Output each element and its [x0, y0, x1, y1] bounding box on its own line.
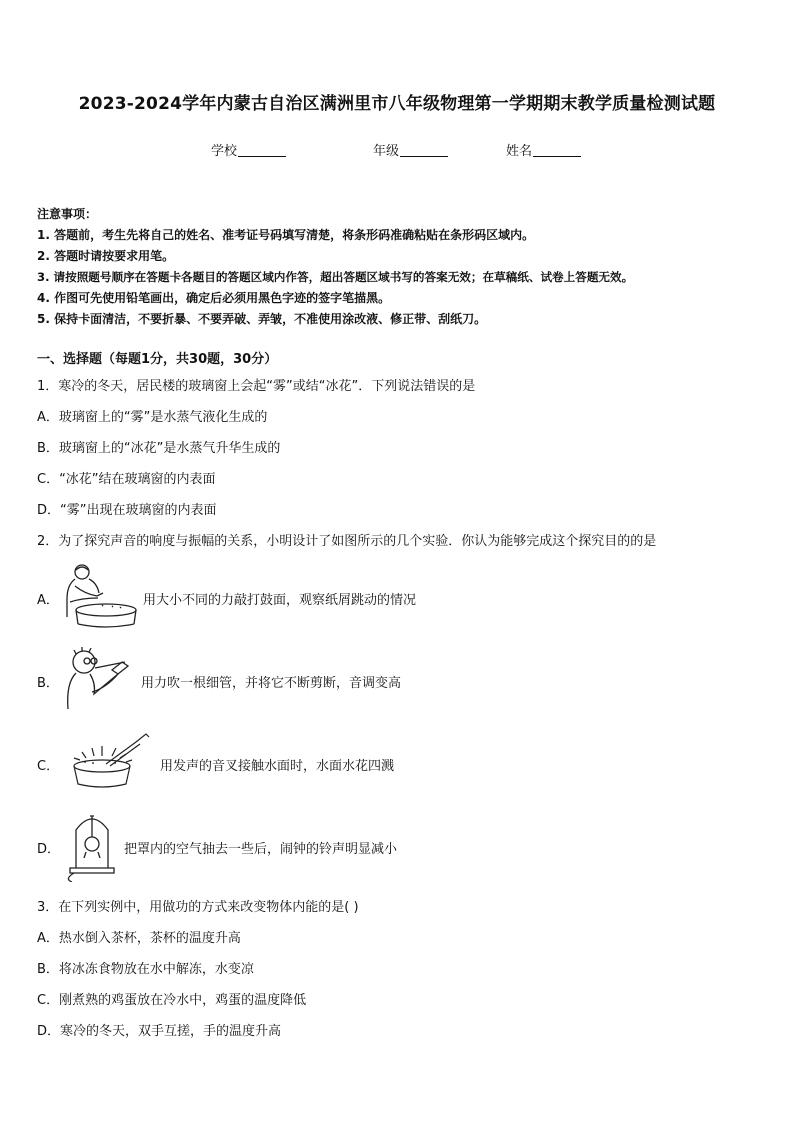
q3-option-d: D．寒冷的冬天，双手互搓，手的温度升高	[37, 1024, 282, 1039]
notes-block	[37, 204, 633, 330]
q2-stem: 2．为了探究声音的响度与振幅的关系，小明设计了如图所示的几个实验．你认为能够完成这个探究目的的是	[37, 534, 657, 549]
q2-option-b-text: 用力吹一根细管，并将它不断剪断，音调变高	[141, 676, 402, 691]
school-field	[211, 140, 286, 159]
page-title: 2023-2024学年内蒙古自治区满洲里市八年级物理第一学期期末教学质量检测试题	[78, 94, 716, 114]
q1-option-d: D．“雾”出现在玻璃窗的内表面	[37, 503, 217, 518]
q2-option-d-letter: D．	[37, 842, 61, 857]
q2-option-c-text: 用发声的音叉接触水面时，水面水花四溅	[160, 759, 395, 774]
q3-option-a: A．热水倒入茶杯，茶杯的温度升高	[37, 931, 241, 946]
note-item: 5. 保持卡面清洁，不要折暴、不要弄破、弄皱，不准使用涂改液、修正带、刮纸刀。	[37, 312, 487, 326]
tuning-fork-water-icon	[66, 732, 158, 790]
q1-option-a: A．玻璃窗上的“雾”是水蒸气液化生成的	[37, 410, 268, 425]
note-item: 2. 答题时请按要求用笔。	[37, 249, 175, 263]
section-heading: 一、选择题（每题1分，共30题，30分）	[37, 352, 278, 367]
q3-option-b: B．将冰冻食物放在水中解冻，水变凉	[37, 962, 254, 977]
drum-figure-icon	[62, 562, 140, 628]
straw-blowing-figure-icon	[62, 644, 138, 712]
q3-stem: 3．在下列实例中，用做功的方式来改变物体内能的是( )	[37, 900, 359, 915]
school-label: 学校	[211, 144, 238, 159]
name-field	[506, 140, 581, 159]
grade-field	[373, 140, 448, 159]
name-label: 姓名	[506, 144, 533, 159]
note-item: 3. 请按照题号顺序在答题卡各题目的答题区域内作答，超出答题区域书写的答案无效；在草稿纸、试卷上答题无效。	[37, 270, 634, 284]
notes-heading: 注意事项：	[37, 207, 98, 221]
q3-option-c: C．刚煮熟的鸡蛋放在冷水中，鸡蛋的温度降低	[37, 993, 307, 1008]
q2-option-a-text: 用大小不同的力敲打鼓面，观察纸屑跳动的情况	[143, 593, 417, 608]
q2-option-b-letter: B．	[37, 676, 59, 691]
q1-stem: 1．寒冷的冬天，居民楼的玻璃窗上会起“雾”或结“冰花”．下列说法错误的是	[37, 379, 476, 394]
grade-blank	[400, 143, 448, 157]
school-blank	[238, 143, 286, 157]
q2-option-d-text: 把罩内的空气抽去一些后，闹钟的铃声明显减小	[124, 842, 398, 857]
name-blank	[533, 143, 581, 157]
note-item: 1. 答题前，考生先将自己的姓名、准考证号码填写清楚，将条形码准确粘贴在条形码区域内。	[37, 228, 535, 242]
q1-option-b: B．玻璃窗上的“冰花”是水蒸气升华生成的	[37, 441, 281, 456]
q2-option-a-letter: A．	[37, 593, 59, 608]
q2-option-c-letter: C．	[37, 759, 60, 774]
grade-label: 年级	[373, 144, 400, 159]
bell-jar-icon	[62, 810, 122, 882]
note-item: 4. 作图可先使用铅笔画出，确定后必须用黑色字迹的签字笔描黑。	[37, 291, 391, 305]
q1-option-c: C．“冰花”结在玻璃窗的内表面	[37, 472, 216, 487]
